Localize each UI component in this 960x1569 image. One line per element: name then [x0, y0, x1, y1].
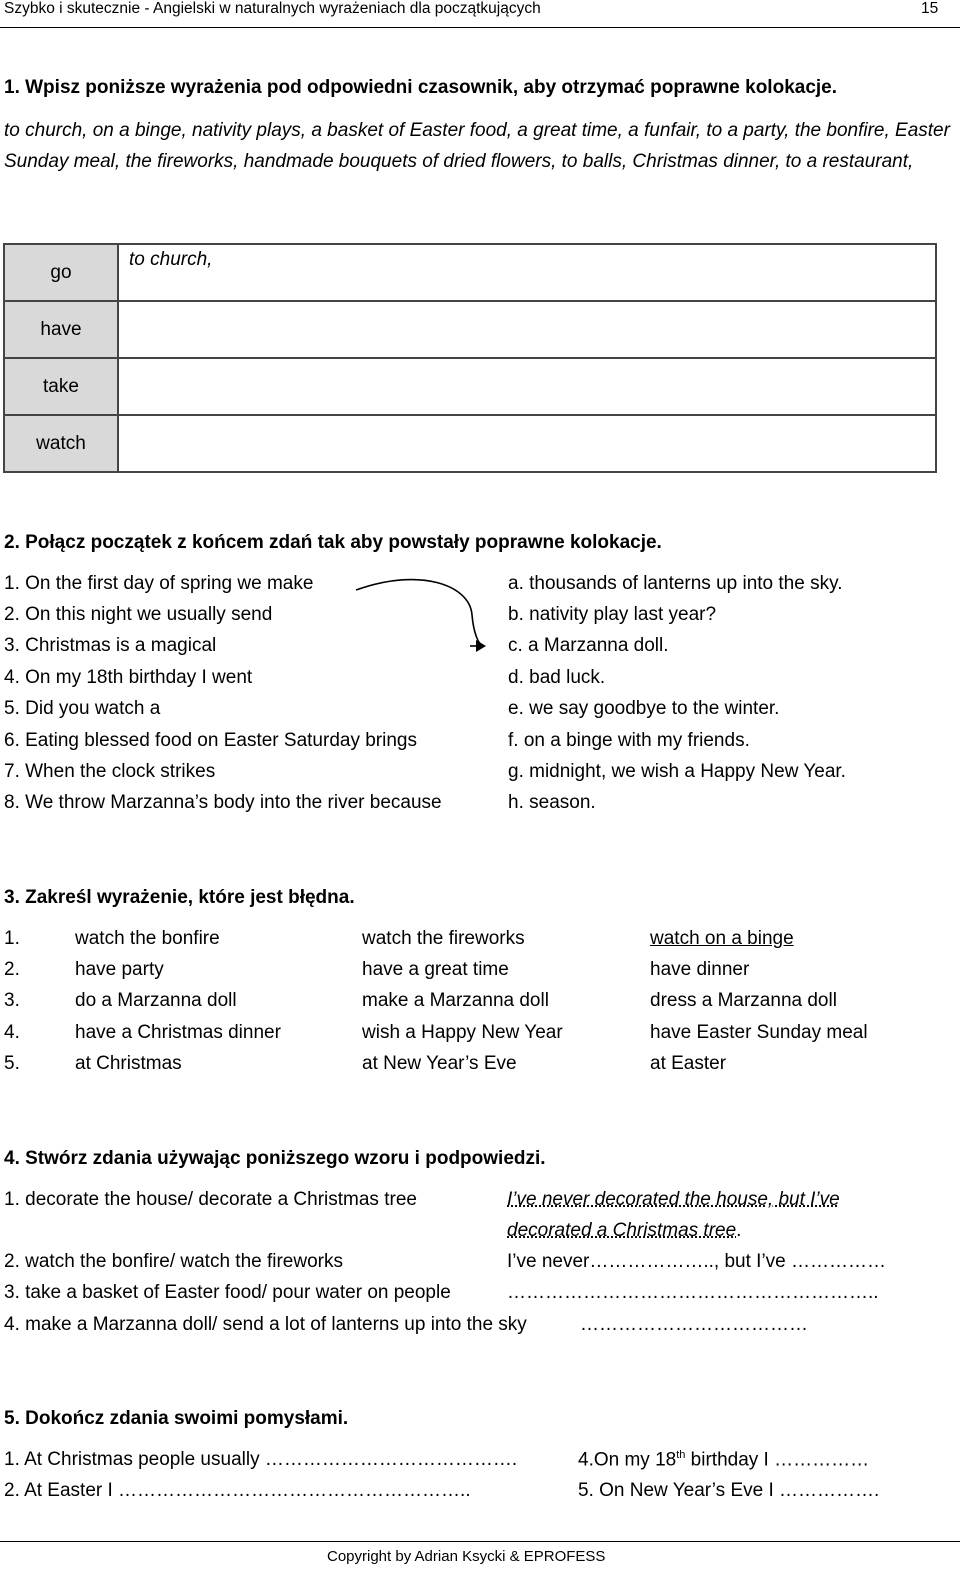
list-item: 1. On the first day of spring we make: [4, 573, 314, 594]
table-row: [4, 244, 936, 301]
option[interactable]: have party: [75, 959, 164, 980]
option[interactable]: at Easter: [650, 1053, 727, 1074]
ex5-heading: 5. Dokończ zdania swoimi pomysłami.: [4, 1408, 349, 1429]
answer-blank[interactable]: …………………………………………………..: [507, 1282, 879, 1303]
prompt: 3. take a basket of Easter food/ pour water on people: [4, 1282, 451, 1303]
answer-blank[interactable]: I’ve never……………….., but I’ve ……………: [507, 1251, 887, 1272]
list-item: f. on a binge with my friends.: [508, 730, 750, 751]
list-item: a. thousands of lanterns up into the sky.: [508, 573, 843, 594]
list-item: 2. On this night we usually send: [4, 604, 273, 625]
option[interactable]: do a Marzanna doll: [75, 990, 237, 1011]
ex1-verb-table: [3, 243, 937, 473]
answer-cell[interactable]: [118, 358, 936, 415]
option[interactable]: make a Marzanna doll: [362, 990, 549, 1011]
list-item: e. we say goodbye to the winter.: [508, 698, 780, 719]
verb-cell: watch: [4, 415, 118, 472]
option[interactable]: have dinner: [650, 959, 750, 980]
verb-cell: take: [4, 358, 118, 415]
ex3-heading: 3. Zakreśl wyrażenie, które jest błędna.: [4, 887, 355, 908]
header-divider: [0, 27, 960, 28]
option[interactable]: watch the fireworks: [362, 928, 525, 949]
answer-cell[interactable]: [118, 415, 936, 472]
header-title: Szybko i skutecznie - Angielski w naturalnych wyrażeniach dla początkujących: [4, 0, 541, 17]
row-number: 5.: [4, 1053, 20, 1074]
table-row: [4, 415, 936, 472]
option-underlined[interactable]: watch on a binge: [650, 928, 794, 949]
list-item: c. a Marzanna doll.: [508, 635, 669, 656]
table-row: [4, 301, 936, 358]
list-item: 3. Christmas is a magical: [4, 635, 217, 656]
sentence-start[interactable]: 2. At Easter I ………………………………………………..: [4, 1480, 471, 1501]
sentence-start[interactable]: 5. On New Year’s Eve I …………….: [578, 1480, 880, 1501]
verb-cell: go: [4, 244, 118, 301]
row-number: 1.: [4, 928, 20, 949]
table-row: [4, 358, 936, 415]
sentence-start[interactable]: 1. At Christmas people usually ………………………………….: [4, 1449, 518, 1470]
example-answer-line1: I’ve never decorated the house, but I’ve: [507, 1189, 840, 1210]
ex1-heading: 1. Wpisz poniższe wyrażenia pod odpowiedni czasownik, aby otrzymać poprawne kolokacje.: [4, 77, 838, 98]
option[interactable]: watch the bonfire: [75, 928, 220, 949]
option[interactable]: wish a Happy New Year: [362, 1022, 563, 1043]
sentence-part: 4.On my 18: [578, 1449, 677, 1471]
sentence-start[interactable]: [578, 1449, 869, 1471]
list-item: g. midnight, we wish a Happy New Year.: [508, 761, 846, 782]
footer-divider: [0, 1541, 960, 1542]
row-number: 2.: [4, 959, 20, 980]
option[interactable]: at Christmas: [75, 1053, 182, 1074]
row-number: 4.: [4, 1022, 20, 1043]
footer-copyright: Copyright by Adrian Ksycki & EPROFESS: [327, 1548, 606, 1565]
example-match-arrow: [340, 575, 500, 655]
row-number: 3.: [4, 990, 20, 1011]
ex2-heading: 2. Połącz początek z końcem zdań tak aby powstały poprawne kolokacje.: [4, 532, 662, 553]
verb-cell: have: [4, 301, 118, 358]
example-answer-text: decorated a Christmas tree: [507, 1220, 737, 1241]
page-number: 15: [921, 0, 939, 17]
option[interactable]: have Easter Sunday meal: [650, 1022, 868, 1043]
answer-blank[interactable]: ………………………………: [580, 1314, 808, 1335]
sentence-part: birthday I ……………: [685, 1449, 870, 1471]
list-item: 8. We throw Marzanna’s body into the river because: [4, 792, 442, 813]
list-item: b. nativity play last year?: [508, 604, 717, 625]
ordinal-suffix: th: [676, 1449, 686, 1461]
list-item: 5. Did you watch a: [4, 698, 161, 719]
ex1-word-bank: to church, on a binge, nativity plays, a basket of Easter food, a great time, a funfair, to a party, the bonfire, Easter Sunday meal, the fireworks, handmade bouquets of dried flowers, to balls, Christmas dinner, to a restaurant,: [4, 120, 950, 172]
example-answer-line2: [507, 1220, 741, 1242]
prompt: 2. watch the bonfire/ watch the fireworks: [4, 1251, 343, 1272]
list-item: h. season.: [508, 792, 596, 813]
option[interactable]: have a Christmas dinner: [75, 1022, 281, 1043]
answer-cell[interactable]: to church,: [118, 244, 936, 301]
ex4-heading: 4. Stwórz zdania używając poniższego wzoru i podpowiedzi.: [4, 1148, 546, 1169]
list-item: d. bad luck.: [508, 667, 606, 688]
answer-cell[interactable]: [118, 301, 936, 358]
prompt: 1. decorate the house/ decorate a Christmas tree: [4, 1189, 417, 1210]
option[interactable]: have a great time: [362, 959, 509, 980]
list-item: 4. On my 18th birthday I went: [4, 667, 253, 688]
option[interactable]: at New Year’s Eve: [362, 1053, 517, 1074]
prompt: 4. make a Marzanna doll/ send a lot of lanterns up into the sky: [4, 1314, 527, 1335]
option[interactable]: dress a Marzanna doll: [650, 990, 837, 1011]
list-item: 6. Eating blessed food on Easter Saturday brings: [4, 730, 417, 751]
list-item: 7. When the clock strikes: [4, 761, 216, 782]
example-answer-period: .: [736, 1220, 742, 1241]
